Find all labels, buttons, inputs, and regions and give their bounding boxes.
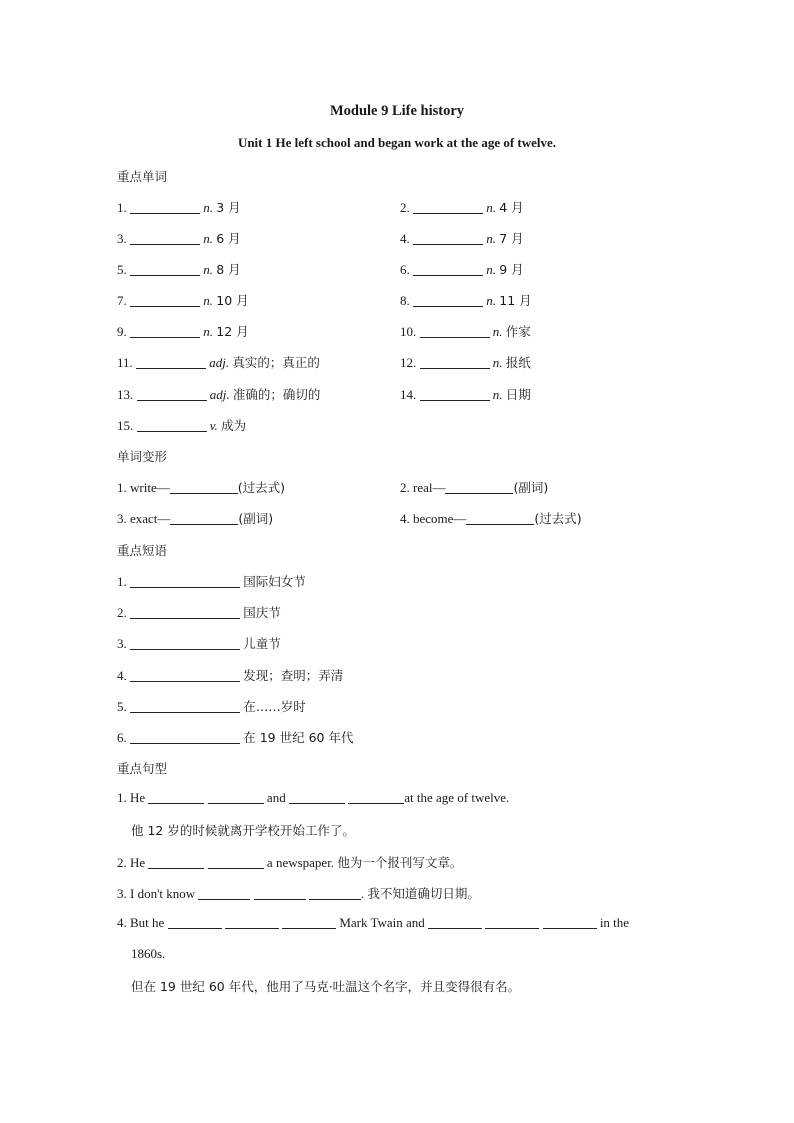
sentence-text: and: [266, 790, 286, 805]
sentence-translation: 我不知道确切日期。: [367, 886, 480, 901]
item-number: 5.: [117, 699, 127, 714]
vocab-item: [117, 385, 320, 403]
section-heading-vocab: 重点单词: [117, 169, 168, 184]
vocab-item: [400, 353, 531, 371]
meaning: 成为: [221, 418, 247, 433]
answer-blank[interactable]: [485, 916, 539, 929]
meaning: 3 月: [216, 200, 241, 215]
meaning: 作家: [505, 324, 531, 339]
meaning: 报纸: [505, 355, 531, 370]
answer-blank[interactable]: [130, 325, 200, 338]
item-number: 12.: [400, 355, 417, 370]
vocab-item: [117, 291, 249, 309]
form-item: [117, 509, 273, 527]
part-of-speech: n.: [203, 231, 213, 246]
meaning: 7 月: [499, 231, 524, 246]
answer-blank[interactable]: [309, 887, 361, 900]
part-of-speech: n.: [492, 387, 503, 402]
sentence-4: [117, 915, 629, 931]
sentence-1-translation: 他 12 岁的时候就离开学校开始工作了。: [131, 823, 355, 838]
answer-blank[interactable]: [413, 232, 483, 245]
answer-blank[interactable]: [130, 700, 240, 713]
meaning: 日期: [505, 387, 531, 402]
answer-blank[interactable]: [130, 575, 240, 588]
answer-blank[interactable]: [130, 637, 240, 650]
sentence-translation: 他为一个报刊写文章。: [337, 855, 463, 870]
answer-blank[interactable]: [420, 388, 490, 401]
answer-blank[interactable]: [208, 856, 264, 869]
part-of-speech: n.: [203, 262, 213, 277]
item-number: 6.: [117, 730, 127, 745]
phrase-item: [117, 634, 281, 652]
vocab-item: [117, 198, 241, 216]
meaning: 4 月: [499, 200, 524, 215]
answer-blank[interactable]: [148, 791, 204, 804]
part-of-speech: n.: [486, 293, 496, 308]
phrase-item: [117, 728, 353, 746]
answer-blank[interactable]: [282, 916, 336, 929]
meaning: 9 月: [499, 262, 524, 277]
answer-blank[interactable]: [198, 887, 250, 900]
item-number: 15.: [117, 418, 134, 433]
phrase-item: [117, 666, 343, 684]
form-prefix: 2. real—: [400, 480, 446, 495]
answer-blank[interactable]: [130, 294, 200, 307]
sentence-2: [117, 853, 462, 871]
answer-blank[interactable]: [413, 294, 483, 307]
sentence-text: 3. I don't know: [117, 886, 196, 901]
document-title: Module 9 Life history: [329, 103, 465, 119]
vocab-item: [400, 198, 524, 216]
section-heading-forms: 单词变形: [117, 449, 168, 464]
sentence-text: a newspaper.: [266, 855, 335, 870]
form-item: [400, 509, 582, 527]
answer-blank[interactable]: [254, 887, 306, 900]
answer-blank[interactable]: [130, 201, 200, 214]
sentence-text: in the: [599, 915, 630, 930]
answer-blank[interactable]: [137, 388, 207, 401]
sentence-4-translation: 但在 19 世纪 60 年代，他用了马克·吐温这个名字，并且变得很有名。: [131, 979, 521, 994]
form-hint: (过去式): [237, 480, 285, 495]
answer-blank[interactable]: [428, 916, 482, 929]
answer-blank[interactable]: [413, 201, 483, 214]
part-of-speech: adj.: [209, 355, 230, 370]
answer-blank[interactable]: [136, 356, 206, 369]
sentence-text: Mark Twain and: [339, 915, 425, 930]
sentence-text: .: [360, 886, 365, 901]
sentence-4-continued: 1860s.: [131, 946, 166, 961]
form-prefix: 4. become—: [400, 511, 467, 526]
item-number: 14.: [400, 387, 417, 402]
item-number: 7.: [117, 293, 127, 308]
vocab-item: [117, 322, 249, 340]
answer-blank[interactable]: [130, 232, 200, 245]
answer-blank[interactable]: [208, 791, 264, 804]
meaning: 11 月: [499, 293, 532, 308]
answer-blank[interactable]: [130, 731, 240, 744]
answer-blank[interactable]: [168, 916, 222, 929]
form-prefix: 3. exact—: [117, 511, 171, 526]
sentence-text: 1. He: [117, 790, 146, 805]
meaning: 8 月: [216, 262, 241, 277]
form-item: [117, 478, 285, 496]
part-of-speech: n.: [486, 200, 496, 215]
answer-blank[interactable]: [420, 325, 490, 338]
phrase-item: [117, 697, 306, 715]
part-of-speech: n.: [203, 324, 213, 339]
item-number: 4.: [400, 231, 410, 246]
section-heading-phrases: 重点短语: [117, 543, 168, 558]
item-number: 1.: [117, 200, 127, 215]
answer-blank[interactable]: [445, 481, 513, 494]
meaning: 6 月: [216, 231, 241, 246]
vocab-item: [117, 416, 246, 434]
form-prefix: 1. write—: [117, 480, 170, 495]
part-of-speech: n.: [203, 293, 213, 308]
item-number: 10.: [400, 324, 417, 339]
answer-blank[interactable]: [466, 512, 534, 525]
vocab-item: [400, 229, 524, 247]
item-number: 1.: [117, 574, 127, 589]
phrase-item: [117, 572, 306, 590]
vocab-item: [400, 385, 531, 403]
answer-blank[interactable]: [137, 419, 207, 432]
meaning: 真实的；真正的: [232, 355, 320, 370]
item-number: 8.: [400, 293, 410, 308]
part-of-speech: n.: [486, 262, 496, 277]
answer-blank[interactable]: [170, 512, 238, 525]
item-number: 3.: [117, 231, 127, 246]
form-hint: (过去式): [534, 511, 582, 526]
meaning: 10 月: [216, 293, 249, 308]
part-of-speech: n.: [203, 200, 213, 215]
part-of-speech: v.: [209, 418, 218, 433]
part-of-speech: n.: [486, 231, 496, 246]
vocab-item: [117, 229, 241, 247]
answer-blank[interactable]: [170, 481, 238, 494]
answer-blank[interactable]: [420, 356, 490, 369]
answer-blank[interactable]: [130, 606, 240, 619]
meaning: 在……岁时: [243, 699, 306, 714]
item-number: 6.: [400, 262, 410, 277]
item-number: 9.: [117, 324, 127, 339]
part-of-speech: n.: [492, 355, 503, 370]
sentence-text: 2. He: [117, 855, 146, 870]
document-subtitle: Unit 1 He left school and began work at the age of twelve.: [237, 135, 557, 150]
meaning: 12 月: [216, 324, 249, 339]
meaning: 儿童节: [243, 636, 281, 651]
section-heading-sentences: 重点句型: [117, 761, 168, 776]
answer-blank[interactable]: [130, 669, 240, 682]
item-number: 11.: [117, 355, 133, 370]
answer-blank[interactable]: [289, 791, 345, 804]
item-number: 3.: [117, 636, 127, 651]
answer-blank[interactable]: [148, 856, 204, 869]
answer-blank[interactable]: [348, 791, 404, 804]
part-of-speech: adj.: [209, 387, 230, 402]
item-number: 5.: [117, 262, 127, 277]
vocab-item: [400, 260, 524, 278]
answer-blank[interactable]: [225, 916, 279, 929]
item-number: 2.: [117, 605, 127, 620]
meaning: 国庆节: [243, 605, 281, 620]
sentence-1: [117, 790, 509, 806]
vocab-item: [400, 322, 531, 340]
meaning: 发现；查明；弄清: [243, 668, 344, 683]
vocab-item: [117, 260, 241, 278]
phrase-item: [117, 603, 281, 621]
vocab-item: [400, 291, 532, 309]
item-number: 2.: [400, 200, 410, 215]
form-item: [400, 478, 548, 496]
meaning: 在 19 世纪 60 年代: [243, 730, 354, 745]
meaning: 准确的；确切的: [232, 387, 321, 402]
form-hint: (副词): [238, 511, 274, 526]
part-of-speech: n.: [492, 324, 503, 339]
answer-blank[interactable]: [130, 263, 200, 276]
answer-blank[interactable]: [543, 916, 597, 929]
answer-blank[interactable]: [413, 263, 483, 276]
form-hint: (副词): [513, 480, 549, 495]
meaning: 国际妇女节: [243, 574, 306, 589]
item-number: 13.: [117, 387, 134, 402]
sentence-3: [117, 884, 480, 902]
sentence-text: at the age of twelve.: [404, 790, 510, 805]
item-number: 4.: [117, 668, 127, 683]
sentence-text: 4. But he: [117, 915, 165, 930]
vocab-item: [117, 353, 320, 371]
